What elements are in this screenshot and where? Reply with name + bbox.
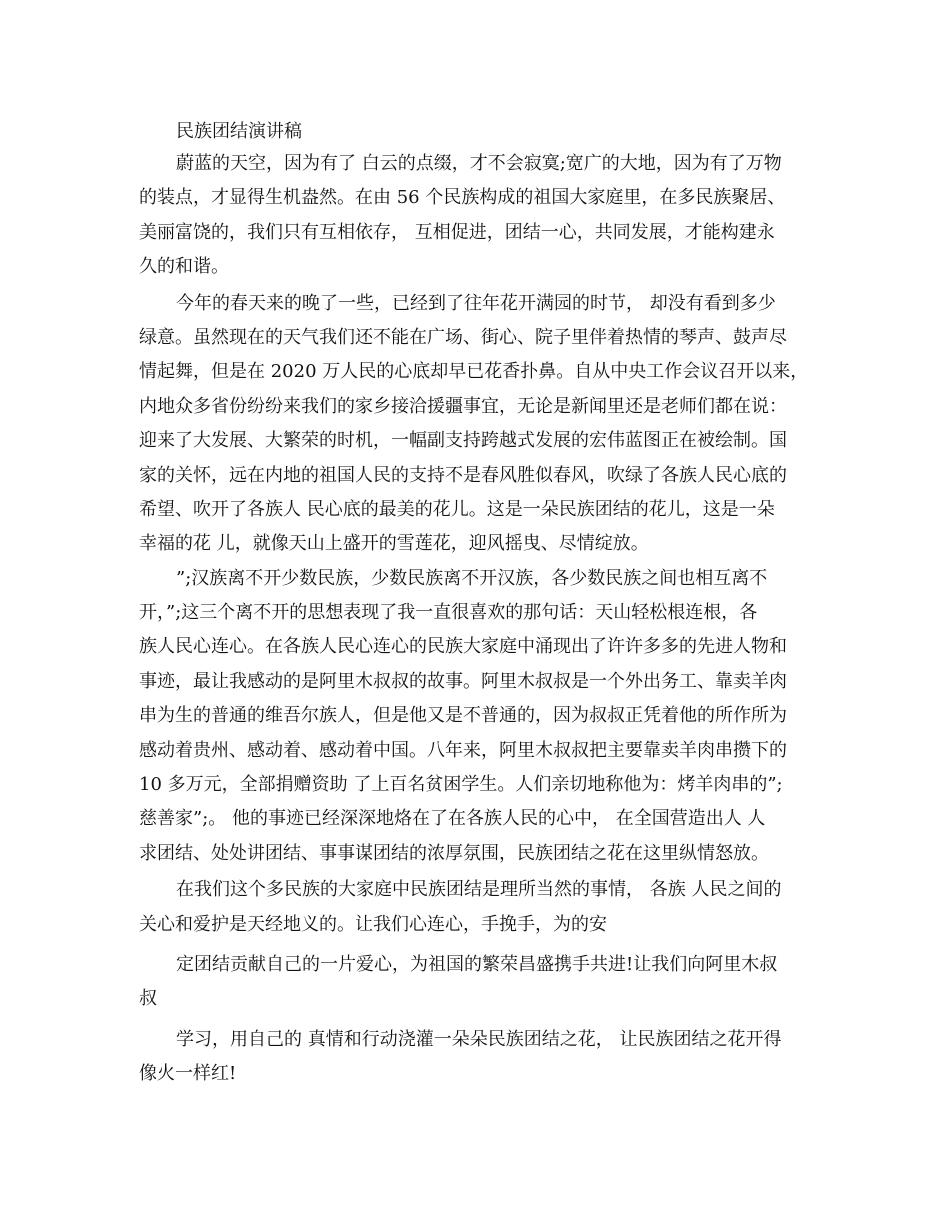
text-line: 叔 <box>139 988 157 1010</box>
text-line: 迎来了大发展、大繁荣的时机，一幅副支持跨越式发展的宏伟蓝图正在被绘制。国 <box>139 430 787 452</box>
text-line: 10 多万元，全部捐赠资助 了上百名贫困学生。人们亲切地称他为：烤羊肉串的”; <box>139 774 783 796</box>
text-line: 定团结贡献自己的一片爱心，为祖国的繁荣昌盛携手共进!让我们向阿里木叔 <box>176 953 778 975</box>
text-line: 感动着贵州、感动着、感动着中国。八年来，阿里木叔叔把主要靠卖羊肉串攒下的 <box>139 739 787 761</box>
text-line: 久的和谐。 <box>139 256 229 278</box>
document-body <box>139 117 819 1092</box>
text-line: ”;汉族离不开少数民族，少数民族离不开汉族，各少数民族之间也相互离不 <box>176 567 768 589</box>
text-line: 学习，用自己的 真情和行动浇灌一朵朵民族团结之花， 让民族团结之花开得 <box>176 1028 782 1050</box>
text-line: 串为生的普通的维吾尔族人，但是他又是不普通的，因为叔叔正凭着他的所作所为 <box>139 705 787 727</box>
paragraph-4 <box>139 873 819 942</box>
text-line: 希望、吹开了各族人 民心底的最美的花儿。这是一朵民族团结的花儿，这是一朵 <box>139 498 775 520</box>
paragraph-3 <box>139 562 819 872</box>
text-line: 开，”;这三个离不开的思想表现了我一直很喜欢的那句话：天山轻松根连根，各 <box>139 602 758 624</box>
paragraph-1 <box>139 147 819 285</box>
document-title: 民族团结演讲稿 <box>176 121 302 142</box>
text-line: 的装点，才显得生机盎然。在由 56 个民族构成的祖国大家庭里，在多民族聚居、 <box>139 187 786 209</box>
text-line: 像火一样红! <box>139 1063 237 1085</box>
text-line: 绿意。虽然现在的天气我们还不能在广场、街心、院子里伴着热情的琴声、鼓声尽 <box>139 326 787 348</box>
text-line: 今年的春天来的晚了一些，已经到了往年花开满园的时节， 却没有看到多少 <box>176 292 776 314</box>
text-line: 幸福的花 儿，就像天山上盛开的雪莲花，迎风摇曳、尽情绽放。 <box>139 533 649 555</box>
paragraph-2 <box>139 287 819 562</box>
text-line: 家的关怀，远在内地的祖国人民的支持不是春风胜似春风，吹绿了各族人民心底的 <box>139 464 787 486</box>
text-line: 在我们这个多民族的大家庭中民族团结是理所当然的事情， 各族 人民之间的 <box>176 879 782 901</box>
text-line: 求团结、处处讲团结、事事谋团结的浓厚氛围，民族团结之花在这里纵情怒放。 <box>139 842 769 864</box>
text-line: 情起舞，但是在 2020 万人民的心底却早已花香扑鼻。自从中央工作会议召开以来， <box>139 361 809 383</box>
text-line: 美丽富饶的，我们只有互相依存， 互相促进，团结一心，共同发展，才能构建永 <box>139 221 775 243</box>
text-line: 内地众多省份纷纷来我们的家乡接洽援疆事宜，无论是新闻里还是老师们都在说： <box>139 395 787 417</box>
text-line: 蔚蓝的天空，因为有了 白云的点缀，才不会寂寞;宽广的大地，因为有了万物 <box>176 153 782 174</box>
text-line: 关心和爱护是天经地义的。让我们心连心，手挽手，为的安 <box>139 913 607 935</box>
paragraph-6 <box>139 1023 819 1092</box>
text-line: 慈善家”;。 他的事迹已经深深地烙在了在各族人民的心中， 在全国营造出人 人 <box>139 808 766 830</box>
text-line: 族人民心连心。在各族人民心连心的民族大家庭中涌现出了许许多多的先进人物和 <box>139 636 787 658</box>
paragraph-5 <box>139 948 819 1017</box>
text-line: 事迹，最让我感动的是阿里木叔叔的故事。阿里木叔叔是一个外出务工、靠卖羊肉 <box>139 670 787 692</box>
